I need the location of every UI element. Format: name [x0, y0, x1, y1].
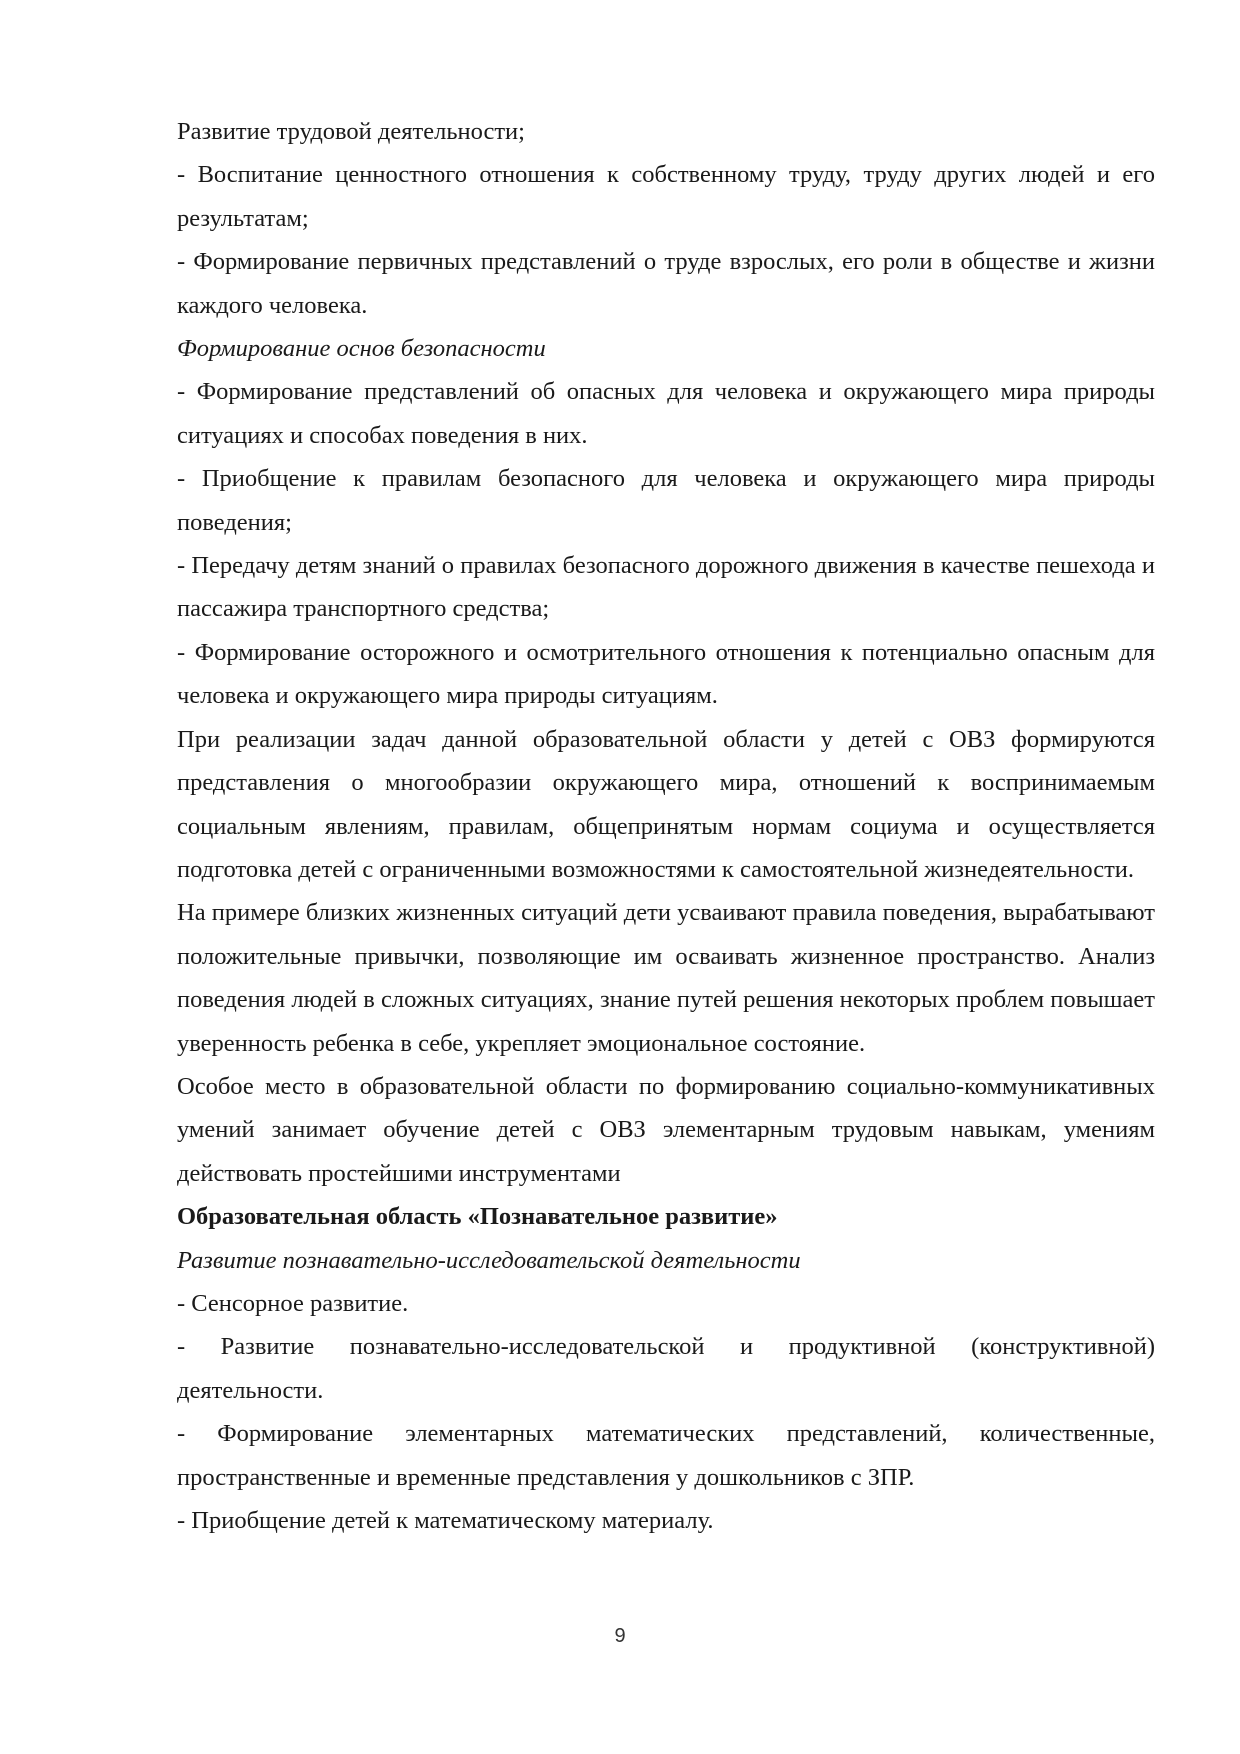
list-item-sensory: - Сенсорное развитие.: [177, 1289, 409, 1317]
list-item-adult-labor: - Формирование первичных представлений о труде взрослых, его роли в обществе и жизни каждого человека.: [177, 248, 1155, 319]
subheading-research-activity: Развитие познавательно-исследовательской деятельности: [177, 1246, 801, 1274]
list-item-math-material: - Приобщение детей к математическому материалу.: [177, 1507, 714, 1534]
paragraph-life-situations: На примере близких жизненных ситуаций дети усваивают правила поведения, вырабатывают положительные привычки, позволяющие им осваивать жизненное пространство. Анализ поведения людей в сложных ситуациях, знание путей решения некоторых проблем повышает уверенность ребенка в себе, укрепляет эмоциональное состояние.: [177, 899, 1155, 1057]
heading-cognitive-development: Образовательная область «Познавательное развитие»: [177, 1203, 778, 1231]
list-item-value-of-labor: - Воспитание ценностного отношения к собственному труду, труду других людей и его результатам;: [177, 161, 1155, 232]
subheading-safety: Формирование основ безопасности: [177, 335, 546, 363]
list-item-research-productive: - Развитие познавательно-исследовательской и продуктивной (конструктивной) деятельности.: [177, 1333, 1155, 1404]
page-body: [177, 110, 1155, 1542]
list-item-safe-behavior-rules: - Приобщение к правилам безопасного для человека и окружающего мира природы поведения;: [177, 465, 1155, 536]
list-item-cautious-attitude: - Формирование осторожного и осмотрительного отношения к потенциально опасным для человека и окружающего мира природы ситуациям.: [177, 638, 1155, 710]
page-number: 9: [614, 1625, 626, 1647]
paragraph-ovz-implementation: При реализации задач данной образовательной области у детей с ОВЗ формируются представления о многообразии окружающего мира, отношений к воспринимаемым социальным явлениям, правилам, общепринятым нормам социума и осуществляется подготовка детей с ограниченными возможностями к самостоятельной жизнедеятельности.: [177, 725, 1155, 883]
paragraph-labor-skills: Особое место в образовательной области по формированию социально-коммуникативных умений занимает обучение детей с ОВЗ элементарным трудовым навыкам, умениям действовать простейшими инструментами: [177, 1072, 1155, 1187]
list-item-math-concepts: - Формирование элементарных математических представлений, количественные, пространственные и временные представления у дошкольников с ЗПР.: [177, 1420, 1155, 1491]
list-item-road-safety: - Передачу детям знаний о правилах безопасного дорожного движения в качестве пешехода и пассажира транспортного средства;: [177, 552, 1155, 623]
paragraph-labor-development: Развитие трудовой деятельности;: [177, 118, 525, 145]
list-item-dangerous-situations: - Формирование представлений об опасных для человека и окружающего мира природы ситуациях и способах поведения в них.: [177, 378, 1155, 449]
